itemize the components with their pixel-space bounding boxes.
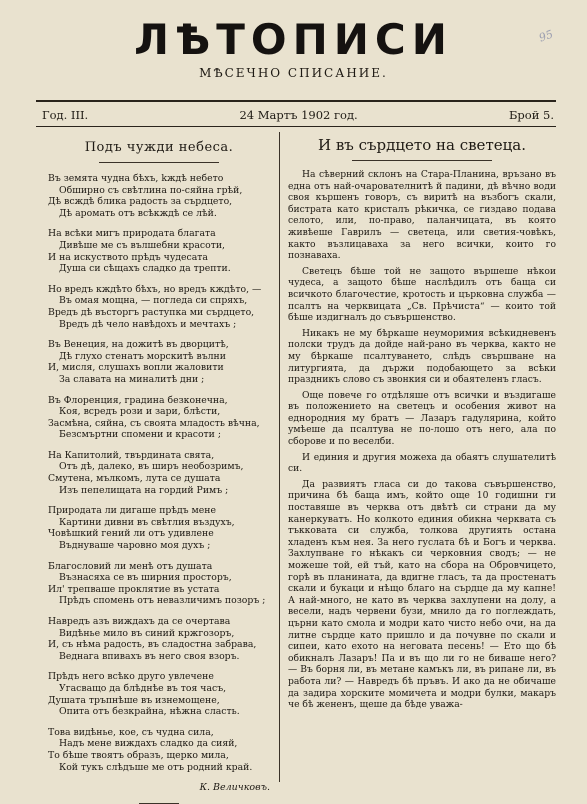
poem-line: Безсмъртни спомени и красоти ; xyxy=(59,429,221,441)
poem-line: Дивѣше ме съ вълшебни красоти, xyxy=(59,239,226,251)
poem-line: Веднага впивахъ въ него своя взоръ. xyxy=(59,650,240,662)
poem-line: Засмѣна, сяйна, съ своята младость вѣчна, xyxy=(48,417,260,429)
poem-line: Въднуваше чаровно моя духъ ; xyxy=(59,540,211,552)
poem-line: Надъ мене виждахъ сладко да сияй, xyxy=(59,738,238,750)
poem-line: Душата тръпнѣше въ изнемощене, xyxy=(48,694,220,706)
poem-line: Природата ли дигаше прѣдъ мене xyxy=(48,505,216,517)
issue-info-bar xyxy=(42,107,554,123)
header-rule-bottom xyxy=(36,126,556,127)
poem-line: Вредъ дѣ чело навѣдохъ и мечтахъ ; xyxy=(59,318,237,330)
poem-line: Дѣ аромать отъ всѣкждѣ се лѣй. xyxy=(59,207,217,219)
poem-title-rule xyxy=(99,162,219,163)
poem-line: Отъ дѣ, далеко, въ ширъ необозримъ, xyxy=(59,461,244,473)
poem-line: На Капитолий, твърдината свята, xyxy=(48,449,215,461)
article-title: И въ сърдцето на светеца. xyxy=(318,136,526,154)
poem-line: Картини дивни въ свѣтлия въздухъ, xyxy=(59,516,235,528)
poem-line: Въ земята чудна бѣхъ, kждѣ небето xyxy=(48,173,224,184)
poem-line: Угасващо да блѣднѣе въ тоя часъ, xyxy=(59,682,227,694)
journal-subtitle: МѢСЕЧНО СПИСАНИЕ. xyxy=(199,66,388,80)
poem-line: Дѣ глухо стенатъ морскитѣ вълни xyxy=(59,350,226,362)
article-paragraph: И единия и другия можеха да обаятъ слушателитѣ си. xyxy=(288,451,556,475)
poem-stanza xyxy=(48,173,270,219)
poem-line: Навредъ азъ виждахъ да се очертава xyxy=(48,616,231,627)
issue-number: Брой 5. xyxy=(508,108,554,122)
poem-line: Въ омая мощна, — погледа си спряхъ, xyxy=(59,295,248,307)
poem-line: Дѣ всждѣ блика радость за сърдцето, xyxy=(48,196,233,208)
poem-line: То бѣше твоятъ образъ, щерко мила, xyxy=(48,749,229,761)
poem-stanza xyxy=(48,561,270,607)
article-paragraph: Светецъ бѣше той не защото вършеше нѣкои чудеса, а защото бѣше наслѣдилъ отъ баща си всичкото благочестие, кротость и църковна служба — псалтъ на черквицата „Св. Прѣчиста“ — които той бѣше издигналъ до съвършенство. xyxy=(288,265,556,324)
poem-line: Коя, всредъ рози и зари, блѣсти, xyxy=(59,406,221,418)
article-title-rule xyxy=(352,160,492,161)
poem-line: Прѣдъ спомень отъ невазличимъ позоръ ; xyxy=(59,595,266,607)
poem-line: Видѣнье мило въ синий кржгозоръ, xyxy=(59,627,235,639)
article-body xyxy=(288,169,556,711)
poem-line: Кой тукъ слѣдъше ме отъ родний край. xyxy=(59,761,253,773)
article-paragraph: Никакъ не му бѣркаше неуморимия всѣкидневенъ полски трудъ да дойде най-рано въ черква, както не му бѣркаше псалтуването, слѣдъ свършване на литургията, да държи подобающето за всѣки праздникъ слово съ звонкия си и обаятеленъ гласъ. xyxy=(288,327,556,386)
library-stamp: 95 xyxy=(537,27,555,45)
poem-stanza xyxy=(48,339,270,385)
article-paragraph: На сѣверний склонъ на Стара-Планина, връзано въ една отъ най-очарователнитѣ й падини, дѣ вѣчно води своя кършенъ говоръ, съ виритѣ на възбогъ скали, бистрата като кристалъ рѣкичка, се гиздаво подава селото, или, по-право, паланчицата, въ която живѣеше Гаврилъ — светеца, или светия-човѣкъ, както възлицаваха за него всички, които го познаваха. xyxy=(288,169,556,262)
article-paragraph: Още повече го отдѣляше отъ всички и въздигаше въ положението на светецъ и особения живот на еднородния му братъ — Лазаръ гадулярина, който умѣеше да псалтува не по-лошо отъ него, ала по сборове и по веселби. xyxy=(288,389,556,448)
poem-title: Подъ чужди небеса. xyxy=(84,140,234,155)
poem-stanza xyxy=(48,505,270,551)
poem-line: Ил' трепваше проклятие въ устата xyxy=(48,583,220,595)
poem-stanza xyxy=(48,228,270,274)
poem-line: Това видѣнье, кое, съ чудна сила, xyxy=(48,726,214,738)
poem-line: Но вредъ кждѣто бѣхъ, но вредъ кждѣто, — xyxy=(48,283,262,295)
poem-line: Въ Венеция, на дожитѣ въ дворцитѣ, xyxy=(48,339,229,351)
poem-line: Изъ пепелищата на гордий Римъ ; xyxy=(59,484,229,496)
poem-line: Човѣшкий гений ли отъ удивлене xyxy=(48,528,214,540)
poem-stanza xyxy=(48,616,270,662)
article-paragraph: Да развиятъ гласа си до такова съвършенство, причина бѣ баща имъ, който още 10 годишни ги поставяше въ черква отъ двѣтѣ си страни да му канеркуватъ. Но колкото единия обикна черквата съ тъкковата си служба, толкова другиять остана хладенъ към нея. За него гуслата бѣ и Богъ и черква. Захлупване го нѣкакъ си черковния сводъ; — не можеше той, ей тъй, като на сбора на Обровчицето, горѣ въ планината, да вдигне гласъ, та да простенатъ скали и букаци и нѣщо благо на сърдце да му капне! А най-много, не като въ черква захлупени на долу, а весели, надъ червени бузи, мнило да го поглеждать, църни като смола и модри като чисто небо очи, на да литне сърдце като пришло и да почувне по скали и сипеи, като ехото на неговата песень! — Ето що бѣ обикналъ Лазаръ! Па и въ що ли го не биваше него? — Въ борня ли, въ метане камъкъ ли, въ рипане ли, въ работа ли? — Навредъ бѣ пръвъ. И ако да не обичаше да задира хорските момичета и модри булки, макаръ че бѣ жененъ, щеше да бѣде уважа- xyxy=(288,478,556,711)
poem-stanza xyxy=(48,284,270,330)
poem-line: Възнасяха се въ ширния просторъ, xyxy=(59,572,232,584)
poem-body xyxy=(48,173,270,773)
poem-line: Прѣдъ него всѣко друго увлечене xyxy=(48,671,214,683)
poem-stanza xyxy=(48,395,270,441)
poem-line: На всѣки мигъ природата благата xyxy=(48,228,216,240)
poem-line: Въ Флоренция, градина безконечна, xyxy=(48,394,228,406)
poem-line: И, съ нѣма радость, въ сладостна забрава, xyxy=(48,639,257,651)
header-rule-top xyxy=(36,100,556,102)
poem-stanza xyxy=(48,450,270,496)
article-column xyxy=(288,136,556,715)
column-divider xyxy=(279,132,280,782)
poem-signature: К. Величковъ. xyxy=(199,782,270,794)
poem-line: И, мисля, слушахъ вопли жаловити xyxy=(48,362,224,374)
issue-date: 24 Мартъ 1902 год. xyxy=(239,108,358,122)
poem-line: Душа си сѣщахъ сладко да трепти. xyxy=(59,263,231,275)
poem-line: Опита отъ безкрайна, нѣжна сласть. xyxy=(59,706,240,718)
poem-line: И на искуството прѣдъ чудесата xyxy=(48,251,208,263)
masthead xyxy=(0,15,587,80)
poem-stanza xyxy=(48,727,270,773)
poem-line: Обширно съ свѣтлина по-сяйна грѣй, xyxy=(59,184,243,196)
poem-column xyxy=(48,140,270,804)
poem-line: Смутена, мълкомъ, лута се душата xyxy=(48,473,221,485)
poem-line: За славата на миналитѣ дни ; xyxy=(59,373,205,385)
poem-line: Благословий ли менѣ отъ душата xyxy=(48,560,213,572)
year-label: Год. III. xyxy=(42,108,89,122)
poem-stanza xyxy=(48,671,270,717)
journal-title: ЛѢТОПИСИ xyxy=(134,15,453,64)
poem-line: Вредъ дѣ въсторгъ раступка ми сърдцето, xyxy=(48,306,255,318)
